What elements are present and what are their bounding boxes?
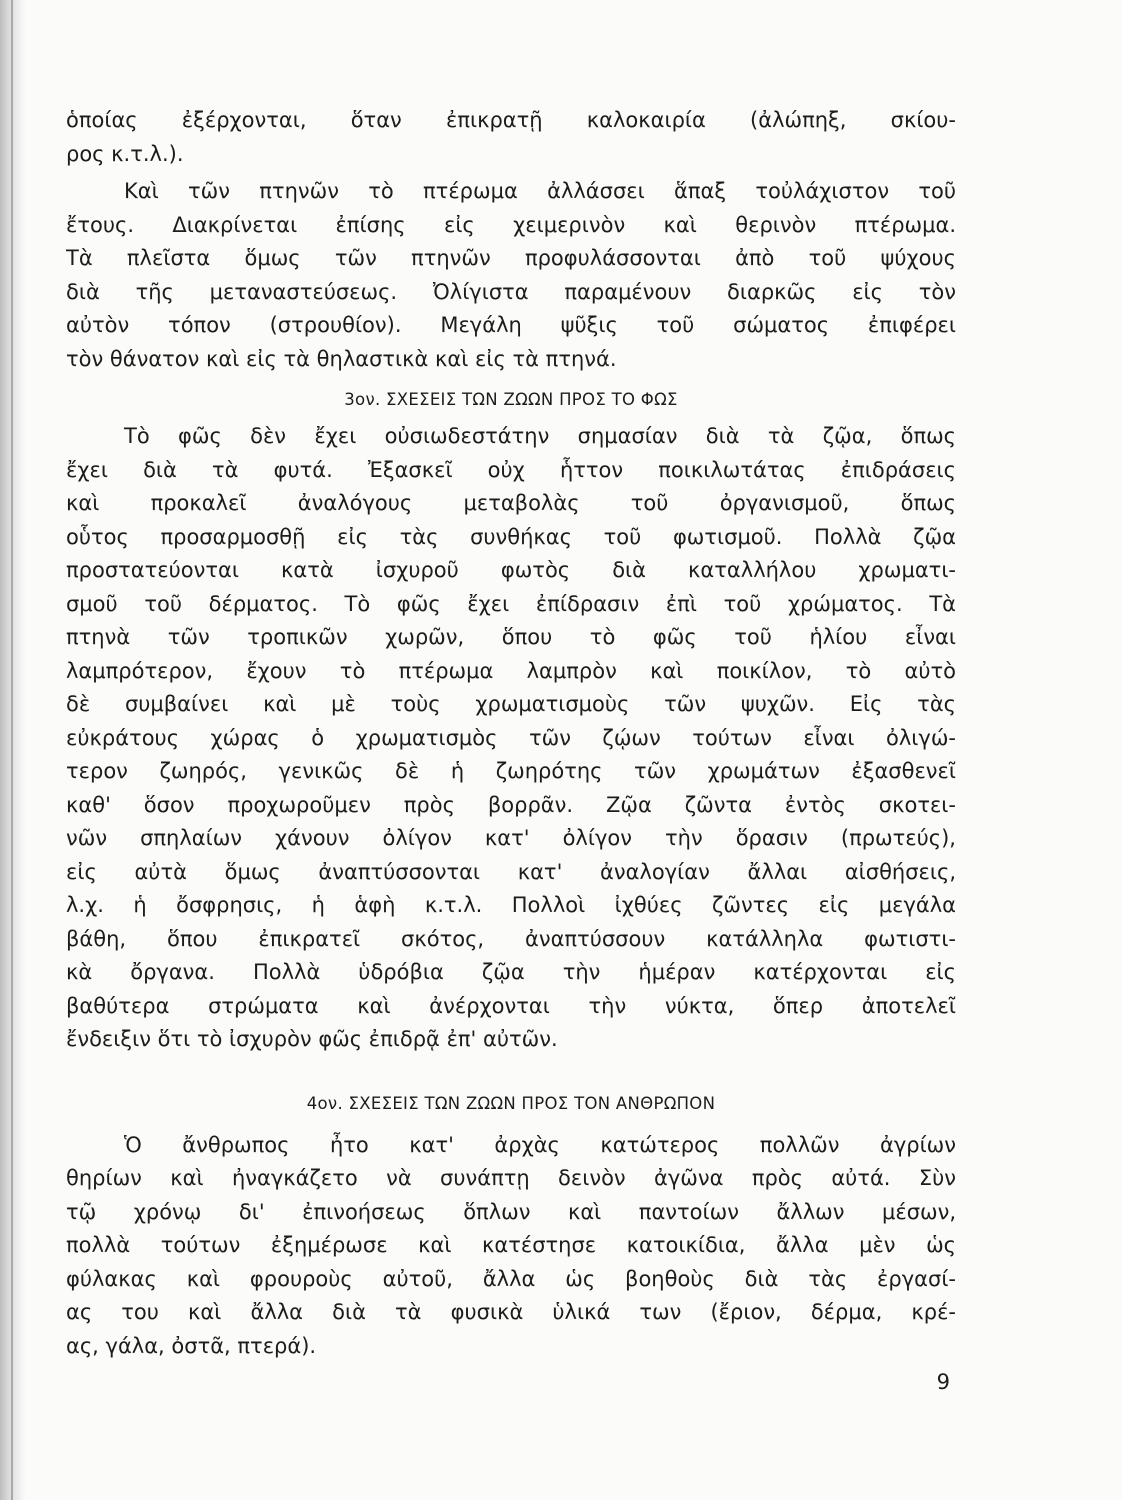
text-line: καὶ προκαλεῖ ἀναλόγους μεταβολὰς τοῦ ὀργανισμοῦ, ὅπως <box>66 491 956 515</box>
text-line: διὰ τῆς μεταναστεύσεως. Ὀλίγιστα παραμένουν διαρκῶς εἰς τὸν <box>66 279 956 304</box>
section-heading-light: 3ον. ΣΧΕΣΕΙΣ ΤΩΝ ΖΩΩΝ ΠΡΟΣ ΤΟ ΦΩΣ <box>344 390 678 409</box>
page-number: 9 <box>936 1370 950 1394</box>
text-line: Καὶ τῶν πτηνῶν τὸ πτέρωμα ἀλλάσσει ἅπαξ τοὐλάχιστον τοῦ <box>124 179 956 203</box>
text-line: δὲ συμβαίνει καὶ μὲ τοὺς χρωματισμοὺς τῶν ψυχῶν. Εἰς τὰς <box>66 692 956 716</box>
text-line: Ὁ ἄνθρωπος ἦτο κατ' ἀρχὰς κατώτερος πολλῶν ἀγρίων <box>124 1132 956 1157</box>
text-line: ἔχει διὰ τὰ φυτά. Ἐξασκεῖ οὐχ ἧττον ποικιλωτάτας ἐπιδράσεις <box>66 457 956 482</box>
text-line: ας του καὶ ἄλλα διὰ τὰ φυσικὰ ὑλικά των (ἔριον, δέρμα, κρέ- <box>66 1300 956 1324</box>
paragraph-4 <box>66 1129 956 1364</box>
text-line: βάθη, ὅπου ἐπικρατεῖ σκότος, ἀναπτύσσουν κατάλληλα φωτιστι- <box>66 926 956 951</box>
text-line: πτηνὰ τῶν τροπικῶν χωρῶν, ὅπου τὸ φῶς τοῦ ἡλίου εἶναι <box>66 625 956 649</box>
text-line: αὐτὸν τόπον (στρουθίον). Μεγάλη ψῦξις τοῦ σώματος ἐπιφέρει <box>66 313 956 337</box>
text-line: βαθύτερα στρώματα καὶ ἀνέρχονται τὴν νύκτα, ὅπερ ἀποτελεῖ <box>66 993 956 1018</box>
text-line: ὁποίας ἐξέρχονται, ὅταν ἐπικρατῇ καλοκαιρία (ἀλώπηξ, σκίου- <box>66 108 956 132</box>
text-line: σμοῦ τοῦ δέρματος. Τὸ φῶς ἔχει ἐπίδρασιν ἐπὶ τοῦ χρώματος. Τὰ <box>66 591 956 616</box>
text-line: ἔνδειξιν ὅτι τὸ ἰσχυρὸν φῶς ἐπιδρᾷ ἐπ' αὐτῶν. <box>66 1027 558 1051</box>
text-line: εἰς αὐτὰ ὅμως ἀναπτύσσονται κατ' ἀναλογίαν ἄλλαι αἰσθήσεις, <box>66 859 956 884</box>
section-heading-humans: 4ον. ΣΧΕΣΕΙΣ ΤΩΝ ΖΩΩΝ ΠΡΟΣ ΤΟΝ ΑΝΘΡΩΠΟΝ <box>306 1093 716 1113</box>
text-line: προστατεύονται κατὰ ἰσχυροῦ φωτὸς διὰ καταλλήλου χρωματι- <box>66 558 956 582</box>
page-body <box>66 104 956 1363</box>
page-binding-edge <box>11 0 13 1500</box>
text-line: οὗτος προσαρμοσθῇ εἰς τὰς συνθήκας τοῦ φωτισμοῦ. Πολλὰ ζῷα <box>66 524 956 549</box>
text-line: Τὰ πλεῖστα ὅμως τῶν πτηνῶν προφυλάσσονται ἀπὸ τοῦ ψύχους <box>66 246 956 270</box>
paragraph-1 <box>66 104 956 171</box>
text-line: κὰ ὄργανα. Πολλὰ ὑδρόβια ζῷα τὴν ἡμέραν κατέρχονται εἰς <box>66 960 956 984</box>
text-line: λαμπρότερον, ἔχουν τὸ πτέρωμα λαμπρὸν καὶ ποικίλον, τὸ αὐτὸ <box>66 658 956 683</box>
text-line: καθ' ὅσον προχωροῦμεν πρὸς βορρᾶν. Ζῷα ζῶντα ἐντὸς σκοτει- <box>66 792 956 817</box>
paragraph-3 <box>66 420 956 1057</box>
text-line: τὸν θάνατον καὶ εἰς τὰ θηλαστικὰ καὶ εἰς τὰ πτηνά. <box>66 346 617 371</box>
text-line: ρος κ.τ.λ.). <box>66 141 184 166</box>
text-line: ας, γάλα, ὀστᾶ, πτερά). <box>66 1333 317 1358</box>
page-binding-shadow <box>0 0 26 1500</box>
text-line: Τὸ φῶς δὲν ἔχει οὐσιωδεστάτην σημασίαν διὰ τὰ ζῷα, ὅπως <box>124 424 956 448</box>
text-line: τερον ζωηρός, γενικῶς δὲ ἡ ζωηρότης τῶν χρωμάτων ἐξασθενεῖ <box>66 759 956 783</box>
text-line: εὐκράτους χώρας ὁ χρωματισμὸς τῶν ζῴων τούτων εἶναι ὀλιγώ- <box>66 725 956 750</box>
text-line: λ.χ. ἡ ὄσφρησις, ἡ ἁφὴ κ.τ.λ. Πολλοὶ ἰχθύες ζῶντες εἰς μεγάλα <box>66 893 956 917</box>
text-line: πολλὰ τούτων ἐξημέρωσε καὶ κατέστησε κατοικίδια, ἄλλα μὲν ὡς <box>66 1233 956 1257</box>
text-line: νῶν σπηλαίων χάνουν ὀλίγον κατ' ὀλίγον τὴν ὅρασιν (πρωτεύς), <box>66 826 956 850</box>
text-line: τῷ χρόνῳ δι' ἐπινοήσεως ὅπλων καὶ παντοίων ἄλλων μέσων, <box>66 1199 956 1224</box>
text-line: φύλακας καὶ φρουροὺς αὐτοῦ, ἄλλα ὡς βοηθοὺς διὰ τὰς ἐργασί- <box>66 1266 956 1291</box>
text-line: ἔτους. Διακρίνεται ἐπίσης εἰς χειμερινὸν καὶ θερινὸν πτέρωμα. <box>66 212 956 237</box>
paragraph-2 <box>66 175 956 376</box>
text-line: θηρίων καὶ ἠναγκάζετο νὰ συνάπτῃ δεινὸν ἀγῶνα πρὸς αὐτά. Σὺν <box>66 1166 956 1190</box>
